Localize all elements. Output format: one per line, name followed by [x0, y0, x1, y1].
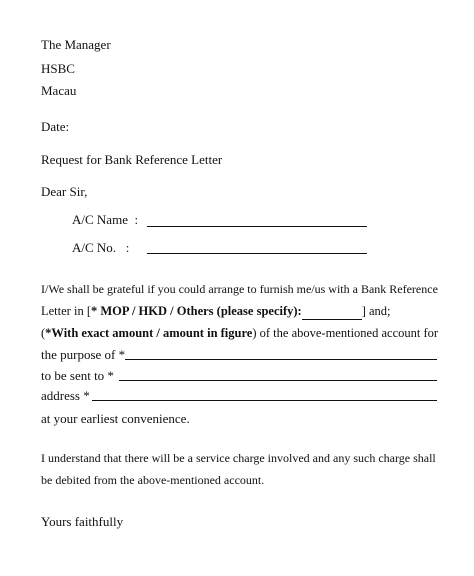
sent-to-label: to be sent to *: [41, 368, 114, 383]
account-name-blank: [147, 226, 367, 227]
address-blank: [92, 400, 437, 401]
body-line-2-suffix: ] and;: [361, 304, 391, 318]
recipient-line-2: HSBC: [41, 61, 75, 76]
body-paragraph-2-line-2: be debited from the above-mentioned account.: [41, 473, 265, 487]
amount-option: *With exact amount / amount in figure: [45, 326, 253, 340]
purpose-label: the purpose of *: [41, 347, 126, 362]
body-line-3-prefix: (: [41, 326, 46, 340]
account-no-label: A/C No. :: [72, 240, 130, 255]
account-name-label: A/C Name :: [72, 212, 139, 227]
body-paragraph-1-line-1: I/We shall be grateful if you could arrange to furnish me/us with a Bank Reference: [41, 282, 438, 296]
account-no-blank: [147, 253, 367, 254]
subject-line: Request for Bank Reference Letter: [41, 152, 223, 167]
recipient-line-3: Macau: [41, 83, 77, 98]
currency-options: * MOP / HKD / Others (please specify):: [90, 304, 302, 318]
body-paragraph-2-line-1: I understand that there will be a service charge involved and any such charge shall: [41, 451, 436, 465]
body-paragraph-1-line-2: [41, 304, 391, 320]
body-paragraph-1-line-3: [41, 326, 438, 341]
convenience-line: at your earliest convenience.: [41, 411, 190, 426]
purpose-blank: [125, 359, 437, 360]
address-label: address *: [41, 388, 90, 403]
body-line-3-suffix: ) of the above-mentioned account for: [252, 326, 439, 340]
closing: Yours faithfully: [41, 514, 124, 529]
date-label: Date:: [41, 119, 70, 134]
salutation: Dear Sir,: [41, 184, 88, 199]
sent-to-blank: [119, 380, 437, 381]
recipient-line-1: The Manager: [41, 37, 111, 52]
currency-blank: [302, 304, 362, 320]
body-line-2-prefix: Letter in [: [41, 304, 91, 318]
